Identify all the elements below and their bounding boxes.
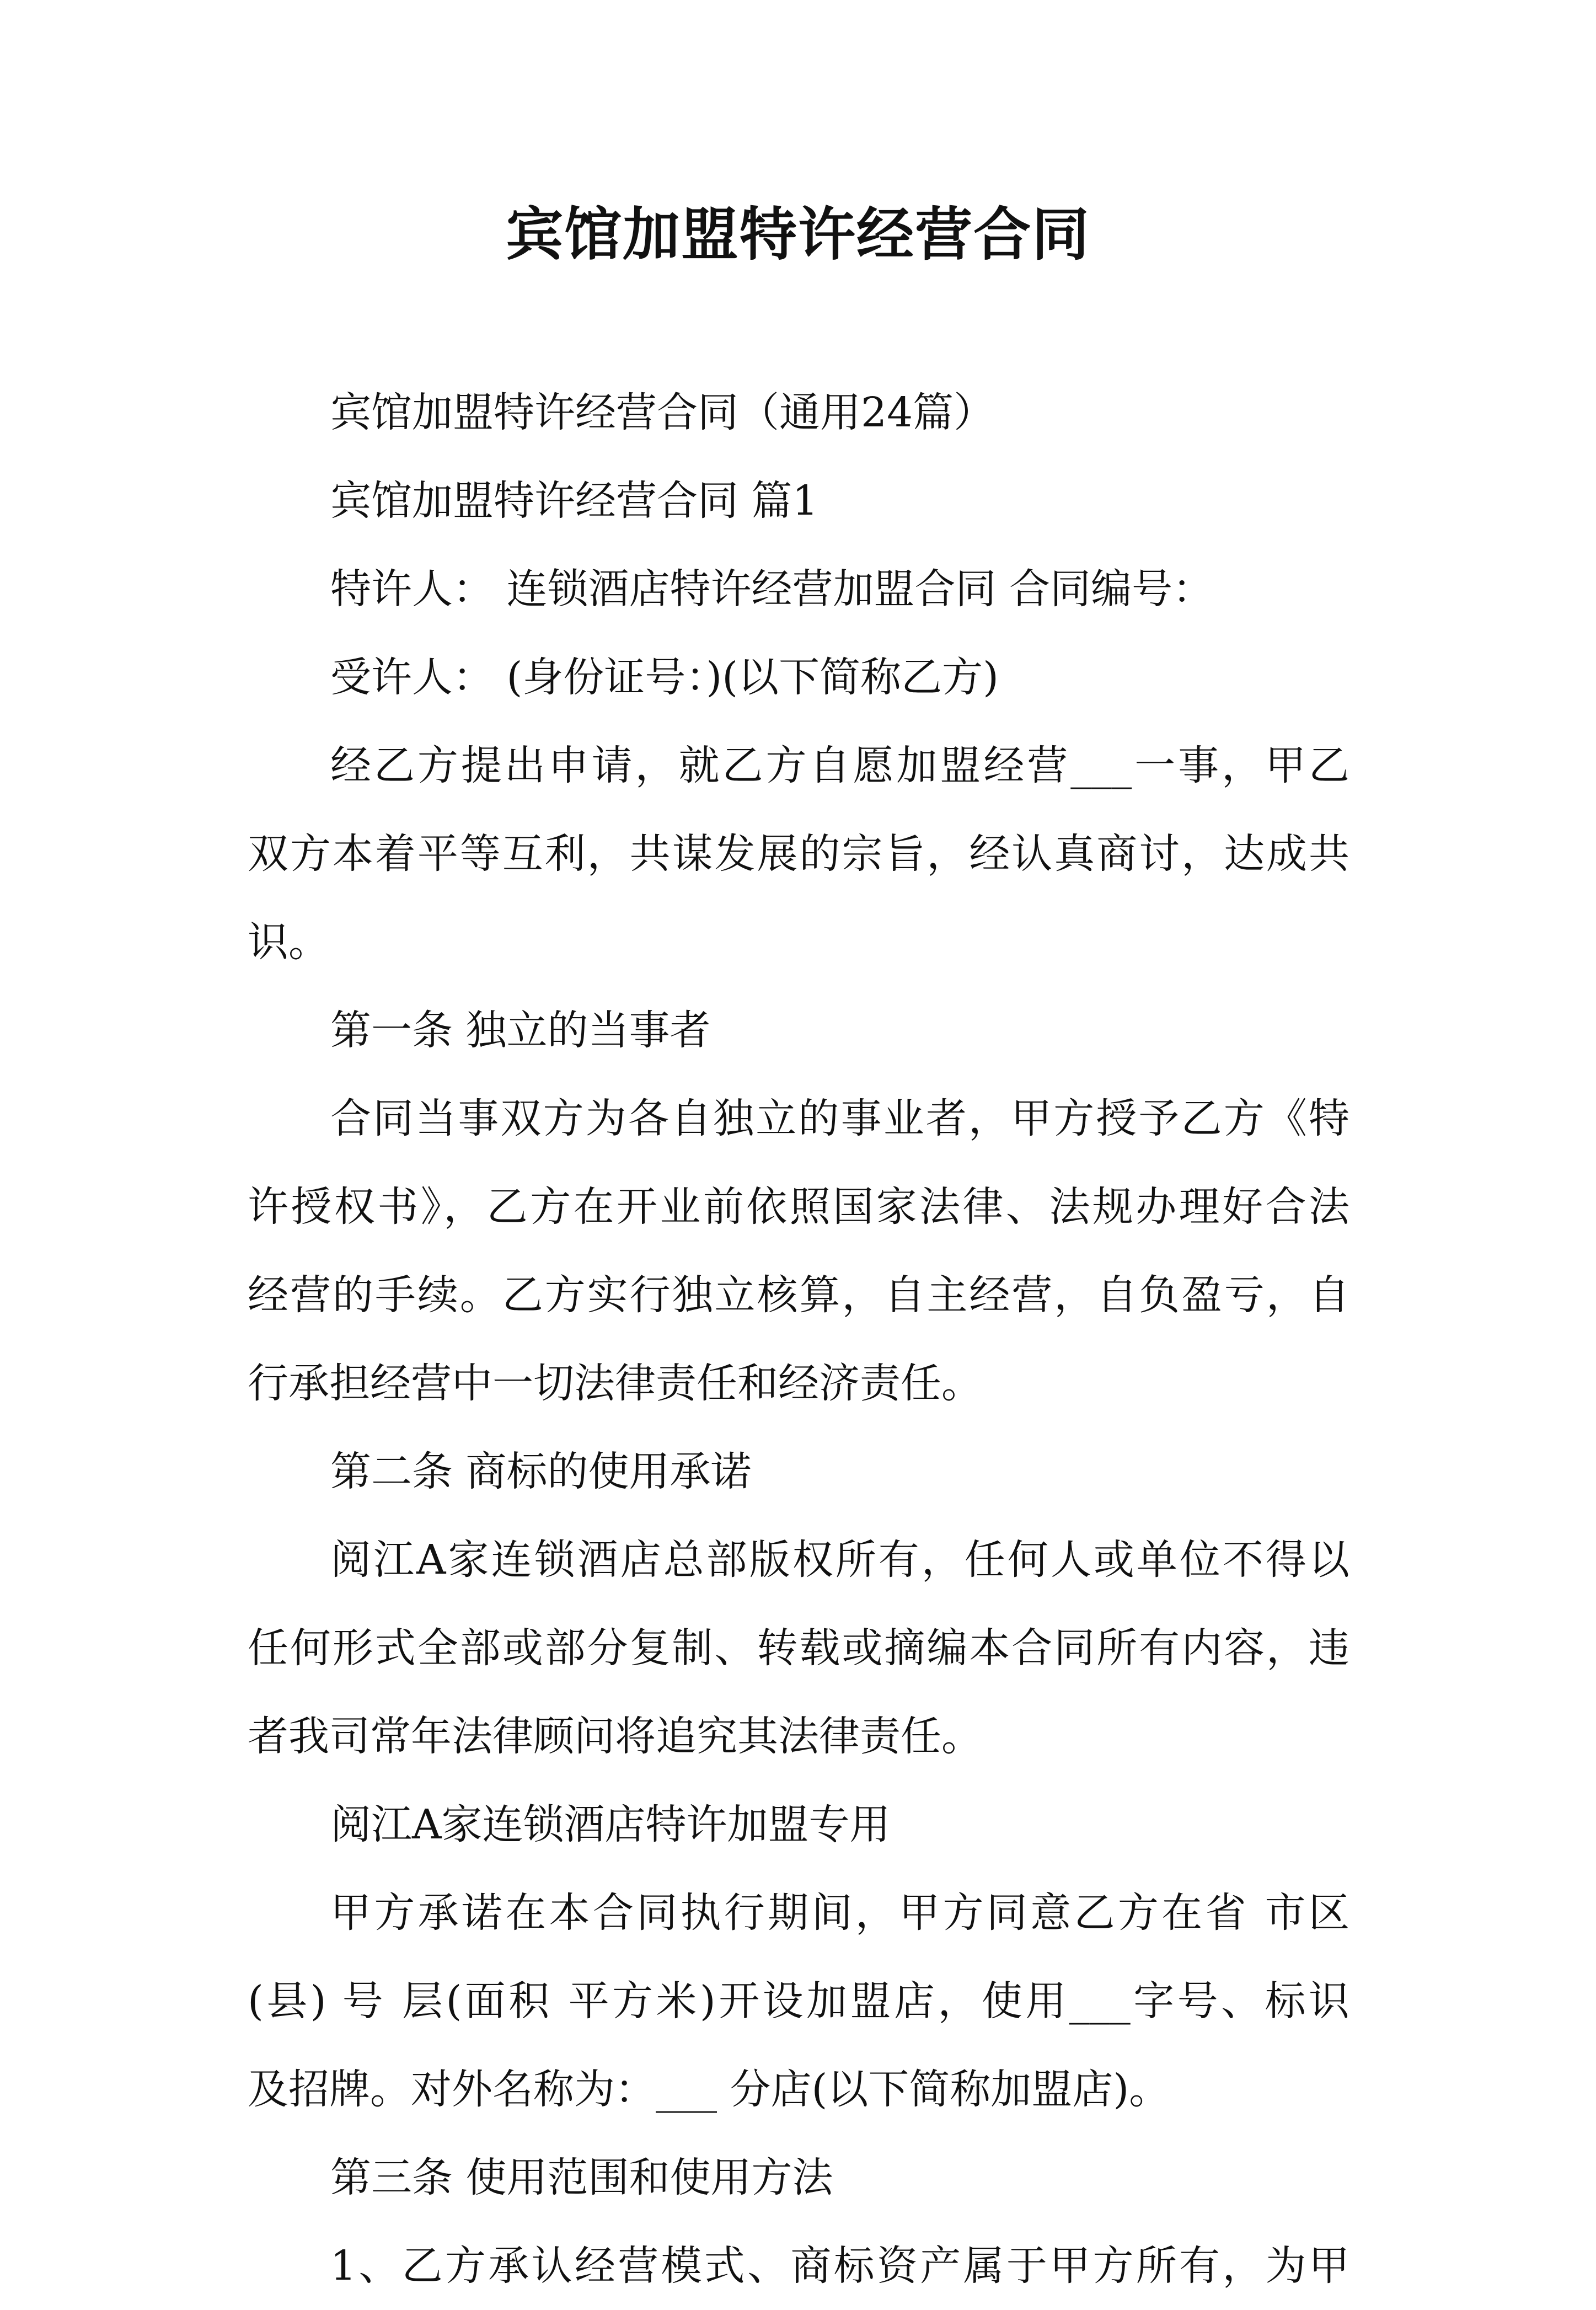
text-line: 识。 [248,918,329,966]
text-line: 任何形式全部或部分复制、转载或摘编本合同所有内容，违 [248,1624,1349,1672]
text-line: 双方本着平等互利，共谋发展的宗旨，经认真商讨，达成共 [248,830,1349,878]
text-line: 第一条 独立的当事者 [330,1007,711,1054]
text-line: (县) 号 层(面积 平方米)开设加盟店，使用___字号、标识 [248,1977,1349,2025]
text-line: 第三条 使用范围和使用方法 [330,2154,833,2201]
text-line: 受许人： (身份证号：)(以下简称乙方) [330,654,999,701]
text-line: 第二条 商标的使用承诺 [330,1448,752,1495]
text-line: 合同当事双方为各自独立的事业者，甲方授予乙方《特 [330,1095,1349,1142]
text-line: 经营的手续。乙方实行独立核算，自主经营，自负盈亏，自 [248,1271,1349,1319]
text-line: 特许人： 连锁酒店特许经营加盟合同 合同编号： [330,565,1214,613]
text-line: 经乙方提出申请，就乙方自愿加盟经营___一事，甲乙 [330,742,1349,789]
text-line: 及招牌。对外名称为：___ 分店(以下简称加盟店)。 [248,2066,1170,2113]
document-title: 宾馆加盟特许经营合同 [505,200,1090,268]
document-body [248,368,1349,2310]
text-line: 行承担经营中一切法律责任和经济责任。 [248,1360,982,1407]
text-line: 许授权书》，乙方在开业前依照国家法律、法规办理好合法 [248,1183,1349,1231]
text-line: 宾馆加盟特许经营合同 篇1 [330,477,818,525]
text-line: 1、乙方承认经营模式、商标资产属于甲方所有，为甲 [330,2242,1349,2290]
text-line: 阅江A家连锁酒店特许加盟专用 [330,1801,891,1848]
text-line: 宾馆加盟特许经营合同（通用24篇） [330,389,995,436]
text-line: 者我司常年法律顾问将追究其法律责任。 [248,1713,982,1760]
text-line: 阅江A家连锁酒店总部版权所有，任何人或单位不得以 [330,1536,1349,1584]
text-line: 甲方承诺在本合同执行期间，甲方同意乙方在省 市区 [330,1889,1349,1937]
